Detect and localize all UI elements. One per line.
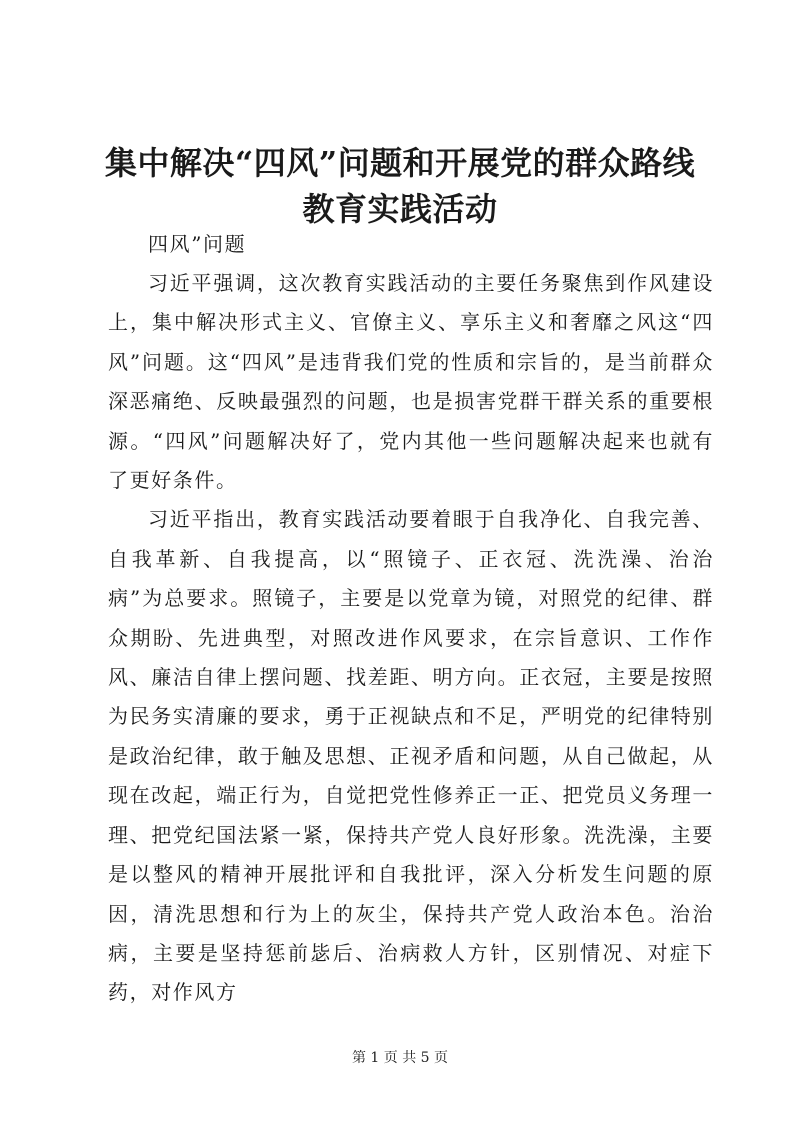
page-footer: 第 1 页 共 5 页 xyxy=(351,1050,449,1066)
body-paragraph-2: 习近平指出，教育实践活动要着眼于自我净化、自我完善、自我革新、自我提高，以“照镜子、正衣冠、洗洗澡、治治病”为总要求。照镜子，主要是以党章为镜，对照党的纪律、群众期盼、先进典型，对照改进作风要求，在宗旨意识、工作作风、廉洁自律上摆问题、找差距、明方向。正衣冠，主要是按照为民务实清廉的要求，勇于正视缺点和不足，严明党的纪律特别是政治纪律，敢于触及思想、正视矛盾和问题，从自己做起，从现在改起，端正行为，自觉把党性修养正一正、把党员义务理一理、把党纪国法紧一紧，保持共产党人良好形象。洗洗澡，主要是以整风的精神开展批评和自我批评，深入分析发生问题的原因，清洗思想和行为上的灰尘，保持共产党人政治本色。治治病，主要是坚持惩前毖后、治病救人方针，区别情况、对症下药，对作风方 xyxy=(108,507,714,1005)
body-paragraph-1: 习近平强调，这次教育实践活动的主要任务聚焦到作风建设上，集中解决形式主义、官僚主义、享乐主义和奢靡之风这“四风”问题。这“四风”是违背我们党的性质和宗旨的，是当前群众深恶痛绝、反映最强烈的问题，也是损害党群干群关系的重要根源。“四风”问题解决好了，党内其他一些问题解决起来也就有了更好条件。 xyxy=(108,271,714,493)
section-subheading: 四风”问题 xyxy=(148,232,247,256)
document-body xyxy=(108,225,714,1013)
document-title: 集中解决“四风”问题和开展党的群众路线教育实践活动 xyxy=(104,144,696,228)
